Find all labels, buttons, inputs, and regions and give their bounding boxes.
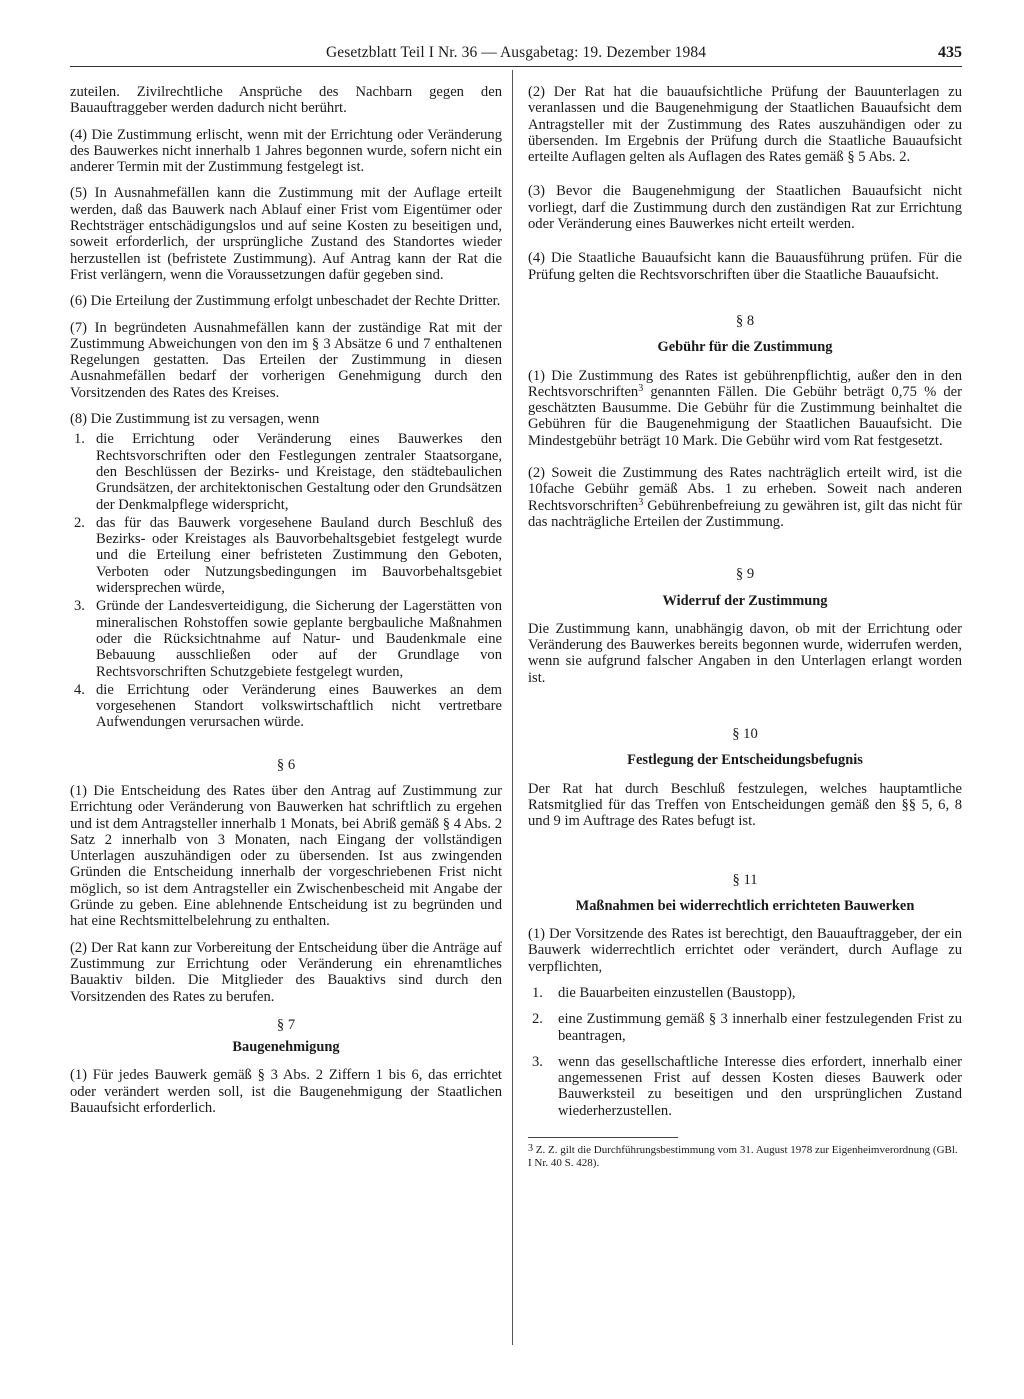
- paragraph-5-6: (6) Die Erteilung der Zustimmung erfolgt unbeschadet der Rechte Dritter.: [70, 293, 501, 310]
- list-item-text: eine Zustimmung gemäß § 3 innerhalb einer festzulegenden Frist zu beantragen,: [558, 1011, 962, 1044]
- list-number: 3.: [532, 1053, 543, 1070]
- paragraph-9: Die Zustimmung kann, unabhängig davon, ob mit der Errichtung oder Veränderung des Bauwerkes bereits begonnen wurde, widerrufen werden, wenn sie aufgrund falscher Angaben in den Unterlagen erlangt worden ist.: [528, 620, 962, 686]
- refusal-conditions-list: [70, 431, 502, 730]
- column-divider: [512, 70, 513, 1345]
- list-item: [528, 985, 962, 1001]
- list-item-text: die Errichtung oder Veränderung eines Bauwerkes den Rechtsvorschriften oder den Festlegungen zentraler Staatsorgane, den Beschlüssen der Bezirks- und Kreistage, den städtebaulichen Grundsätzen, der architektonischen Gestaltung oder den Grundsätzen der Denkmalpflege widerspricht,: [96, 431, 502, 513]
- list-item-text: die Bauarbeiten einzustellen (Baustopp),: [558, 984, 796, 1001]
- section-7-title: Baugenehmigung: [232, 1039, 340, 1056]
- list-item-text: das für das Bauwerk vorgesehene Bauland durch Beschluß des Bezirks- oder Kreistages als Bauvorbehaltsgebiet festgelegt wurde und die Erteilung einer befristeten Zustimmung den Geboten, Verboten oder Nutzungsbedingungen im Bauvorbehaltsgebiet widersprechen würde,: [96, 514, 502, 597]
- list-item-text: wenn das gesellschaftliche Interesse dies erfordert, innerhalb einer angemessenen Frist auf dessen Kosten dieses Bauwerk oder Bauwerksteil zu beseitigen und den ursprünglichen Zustand wiederherzustellen.: [558, 1053, 962, 1119]
- paragraph-7-2: (2) Der Rat hat die bauaufsichtliche Prüfung der Bauunterlagen zu veranlassen und die Baugenehmigung der Staatlichen Bauaufsicht dem Antragsteller mit der Zustimmung des Rates auszuhändigen oder zu übersenden. Im Ergebnis der Prüfung durch die Staatliche Bauaufsicht erteilte Auflagen gelten als Auflagen des Rates gemäß § 5 Abs. 2.: [528, 84, 962, 166]
- section-11-number: § 11: [732, 871, 758, 888]
- header-rule: [70, 66, 962, 67]
- list-item: [528, 1011, 962, 1044]
- footnote-ref: 3: [638, 382, 644, 394]
- list-number: 3.: [74, 598, 85, 615]
- list-number: 1.: [532, 984, 543, 1001]
- paragraph-8-1-text-b: genannten Fällen. Die Gebühr beträgt 0,75 % der geschätzten Bausumme. Die Gebühr für die Zustimmung beinhaltet die Gebühren für die Baugenehmigung der Staatlichen Bauaufsicht. Die Mindestgebühr beträgt 10 Mark. Die Gebühr wird vom Rat festgesetzt.: [528, 383, 962, 449]
- paragraph-11-1: (1) Der Vorsitzende des Rates ist berechtigt, den Bauauftraggeber, der ein Bauwerk widerrechtlich errichtet oder verändert, durch Auflage zu verpflichten,: [528, 926, 962, 975]
- section-10-title: Festlegung der Entscheidungsbefugnis: [627, 752, 863, 769]
- section-6-number: § 6: [276, 756, 296, 773]
- paragraph-7-1: (1) Für jedes Bauwerk gemäß § 3 Abs. 2 Ziffern 1 bis 6, das errichtet oder verändert werden soll, ist die Baugenehmigung der Staatlichen Bauaufsicht erforderlich.: [70, 1067, 502, 1117]
- footnote-rule: [528, 1137, 678, 1138]
- list-item: [70, 515, 502, 596]
- list-item: [70, 598, 502, 679]
- list-item: [70, 431, 502, 512]
- paragraph-8-2-text-b: Gebührenbefreiung zu gewähren ist, gilt das nicht für das nachträgliche Erteilen der Zustimmung.: [528, 497, 962, 530]
- section-7-number: § 7: [276, 1016, 296, 1033]
- list-item-text: die Errichtung oder Veränderung eines Bauwerkes an dem vorgesehenen Standort volkswirtschaftlich nicht vertretbare Aufwendungen verursachen würde.: [96, 681, 502, 731]
- paragraph-7-4: (4) Die Staatliche Bauaufsicht kann die Bauausführung prüfen. Für die Prüfung gelten die Rechtsvorschriften über die Staatliche Bauaufsicht.: [528, 250, 962, 283]
- paragraph-5-7: (7) In begründeten Ausnahmefällen kann der zuständige Rat mit der Zustimmung Abweichungen von den im § 3 Absätze 6 und 7 enthaltenen Regelungen gestatten. Das Erteilen der Zustimmung in diesen Ausnahmefällen bedarf der vorherigen Genehmigung durch den Vorsitzenden des Rates des Kreises.: [70, 319, 502, 401]
- paragraph-8-1: [528, 368, 962, 449]
- list-number: 4.: [74, 681, 85, 698]
- section-10-number: § 10: [732, 726, 758, 743]
- measures-list: [528, 985, 962, 1119]
- list-number: 2.: [532, 1011, 543, 1028]
- section-11-title: Maßnahmen bei widerrechtlich errichteten Bauwerken: [575, 897, 915, 914]
- section-8-title: Gebühr für die Zustimmung: [657, 339, 833, 356]
- section-9-number: § 9: [735, 566, 755, 583]
- page-header: [70, 44, 962, 70]
- paragraph-5-5: (5) In Ausnahmefällen kann die Zustimmung mit der Auflage erteilt werden, daß das Bauwerk nach Ablauf einer Frist vom Eigentümer oder Rechtsträger entschädigungslos und auf seine Kosten zu beseitigen und, soweit erforderlich, der ursprüngliche Zustand des Standortes wieder herzustellen ist (befristete Zustimmung). Auf Antrag kann der Rat die Frist verlängern, wenn die Voraussetzungen dafür gegeben sind.: [70, 185, 502, 283]
- footnote: [528, 1144, 962, 1169]
- list-item-text: Gründe der Landesverteidigung, die Sicherung der Lagerstätten von mineralischen Rohstoffen sowie geplante bergbauliche Maßnahmen oder die Rücksichtnahme auf Natur- und Baudenkmale eine Bebauung ausschließen oder auf der Grundlage von Rechtsvorschriften Schutzgebiete festgelegt wurden,: [96, 598, 502, 680]
- right-column: [528, 84, 962, 1169]
- section-8-number: § 8: [735, 312, 755, 329]
- paragraph-6-2: (2) Der Rat kann zur Vorbereitung der Entscheidung über die Anträge auf Zustimmung zur Errichtung oder Veränderung ein ehrenamtliches Bauaktiv bilden. Die Mitglieder des Bauaktivs sind durch den Vorsitzenden des Rates zu berufen.: [70, 939, 502, 1005]
- footnote-text: Z. Z. gilt die Durchführungsbestimmung vom 31. August 1978 zur Eigenheimverordnung (GBl. I Nr. 40 S. 428).: [528, 1144, 958, 1169]
- paragraph-6-1: (1) Die Entscheidung des Rates über den Antrag auf Zustimmung zur Errichtung oder Veränderung von Bauwerken hat schriftlich zu ergehen und ist dem Antragsteller innerhalb 1 Monats, bei Abriß gemäß § 4 Abs. 2 Satz 2 innerhalb von 3 Monaten, nach Eingang der vollständigen Unterlagen auszuhändigen oder zu übersenden. Ist aus zwingenden Gründen die Entscheidung innerhalb der vorgeschriebenen Frist nicht möglich, so ist dem Antragsteller ein Zwischenbescheid mit Angabe der Gründe zu geben. Eine ablehnende Entscheidung ist zu begründen und hat eine Rechtsmittelbelehrung zu enthalten.: [70, 782, 502, 930]
- paragraph-5-4: (4) Die Zustimmung erlischt, wenn mit der Errichtung oder Veränderung des Bauwerkes nicht innerhalb 1 Jahres begonnen wurde, sofern nicht ein anderer Termin mit der Zustimmung festgelegt ist.: [70, 126, 502, 176]
- paragraph-5-8: (8) Die Zustimmung ist zu versagen, wenn: [70, 411, 320, 428]
- footnote-marker: 3: [528, 1143, 533, 1155]
- paragraph-8-2-text-a: (2) Soweit die Zustimmung des Rates nachträglich erteilt wird, ist die 10fache Gebühr gemäß Abs. 1 zu erheben. Soweit nach anderen Rechtsvorschriften: [528, 465, 962, 514]
- paragraph-7-3: (3) Bevor die Baugenehmigung der Staatlichen Bauaufsicht nicht vorliegt, darf die Zustimmung durch den zuständigen Rat zur Errichtung oder Veränderung eines Bauwerkes nicht erteilt werden.: [528, 183, 962, 233]
- list-item: [70, 682, 502, 731]
- list-item: [528, 1054, 962, 1119]
- list-number: 2.: [74, 514, 85, 531]
- section-9-title: Widerruf der Zustimmung: [662, 592, 828, 609]
- list-number: 1.: [74, 431, 85, 448]
- paragraph-8-2: [528, 465, 962, 530]
- paragraph-8-1-text-a: (1) Die Zustimmung des Rates ist gebührenpflichtig, außer den in den Rechtsvorschriften: [528, 367, 962, 400]
- header-title: Gesetzblatt Teil I Nr. 36 — Ausgabetag: 19. Dezember 1984: [325, 44, 707, 61]
- paragraph-continuation: zuteilen. Zivilrechtliche Ansprüche des Nachbarn gegen den Bauauftraggeber werden dadurch nicht berührt.: [70, 84, 502, 117]
- page-number: 435: [938, 44, 962, 61]
- paragraph-10: Der Rat hat durch Beschluß festzulegen, welches hauptamtliche Ratsmitglied für das Treffen von Entscheidungen gemäß den §§ 5, 6, 8 und 9 im Auftrage des Rates befugt ist.: [528, 780, 962, 830]
- left-column: [70, 84, 502, 1126]
- footnote-ref: 3: [638, 496, 644, 508]
